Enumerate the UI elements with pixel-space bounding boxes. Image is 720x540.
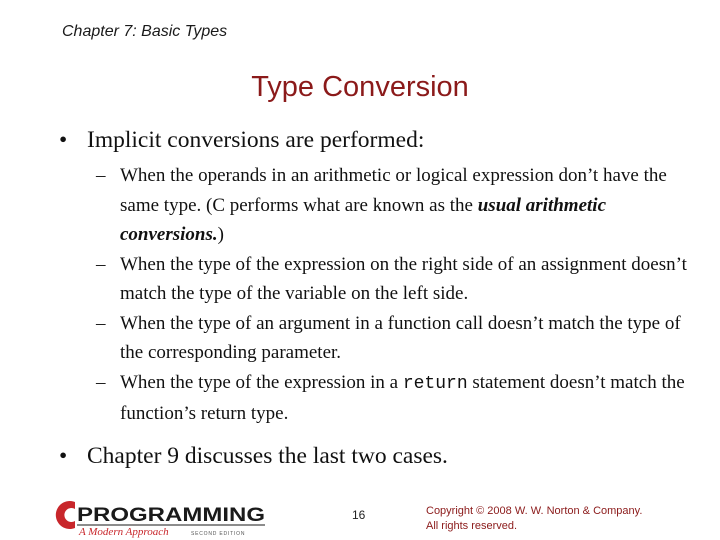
slide-title-text: Type Conversion xyxy=(251,71,469,103)
sub-bullet-text: When the type of the expression in a xyxy=(120,371,403,393)
sub-bullet-return xyxy=(59,368,699,429)
bullet-text: Implicit conversions are performed: xyxy=(87,127,425,153)
copyright-line-2: All rights reserved. xyxy=(426,520,518,532)
emphasis-text: usual arithmetic conversions. xyxy=(120,194,607,245)
logo-edition: SECOND EDITION xyxy=(191,531,246,537)
bullet-implicit-conversions xyxy=(59,125,699,155)
bullet-marker: • xyxy=(59,442,68,469)
bullet-text: Chapter 9 discusses the last two cases. xyxy=(87,442,448,469)
slide-content xyxy=(59,125,699,471)
sub-bullet-text-end: statement doesn’t match the function’s return type. xyxy=(120,371,685,424)
c-programming-logo xyxy=(55,498,267,540)
sub-bullet-text-end: ) xyxy=(217,224,224,245)
logo-title: PROGRAMMING xyxy=(77,505,265,526)
chapter-header: Chapter 7: Basic Types xyxy=(62,23,228,40)
bullet-chapter-9 xyxy=(59,441,699,471)
sub-bullet-assignment xyxy=(59,250,699,309)
page-number: 16 xyxy=(352,508,366,522)
copyright-line-1: Copyright © 2008 W. W. Norton & Company. xyxy=(426,505,643,517)
sub-bullet-text: When the operands in an arithmetic or logical expression don’t have the same type. (C performs what are known as the xyxy=(120,165,667,216)
code-keyword: return xyxy=(402,373,468,394)
slide-title xyxy=(0,71,720,104)
sub-bullet-list xyxy=(59,161,699,429)
copyright-notice xyxy=(426,504,642,534)
logo-subtitle: A Modern Approach xyxy=(79,526,169,538)
dash-marker: – xyxy=(96,371,106,393)
dash-marker: – xyxy=(96,253,106,275)
dash-marker: – xyxy=(96,312,106,334)
sub-bullet-operands xyxy=(59,161,699,250)
bullet-marker: • xyxy=(59,127,68,153)
sub-bullet-text: When the type of the expression on the right side of an assignment doesn’t match the type of the variable on the left side. xyxy=(120,253,687,304)
logo-c-shape xyxy=(56,501,75,529)
sub-bullet-text: When the type of an argument in a function call doesn’t match the type of the corresponding parameter. xyxy=(120,312,681,363)
sub-bullet-argument xyxy=(59,309,699,368)
dash-marker: – xyxy=(96,165,106,186)
